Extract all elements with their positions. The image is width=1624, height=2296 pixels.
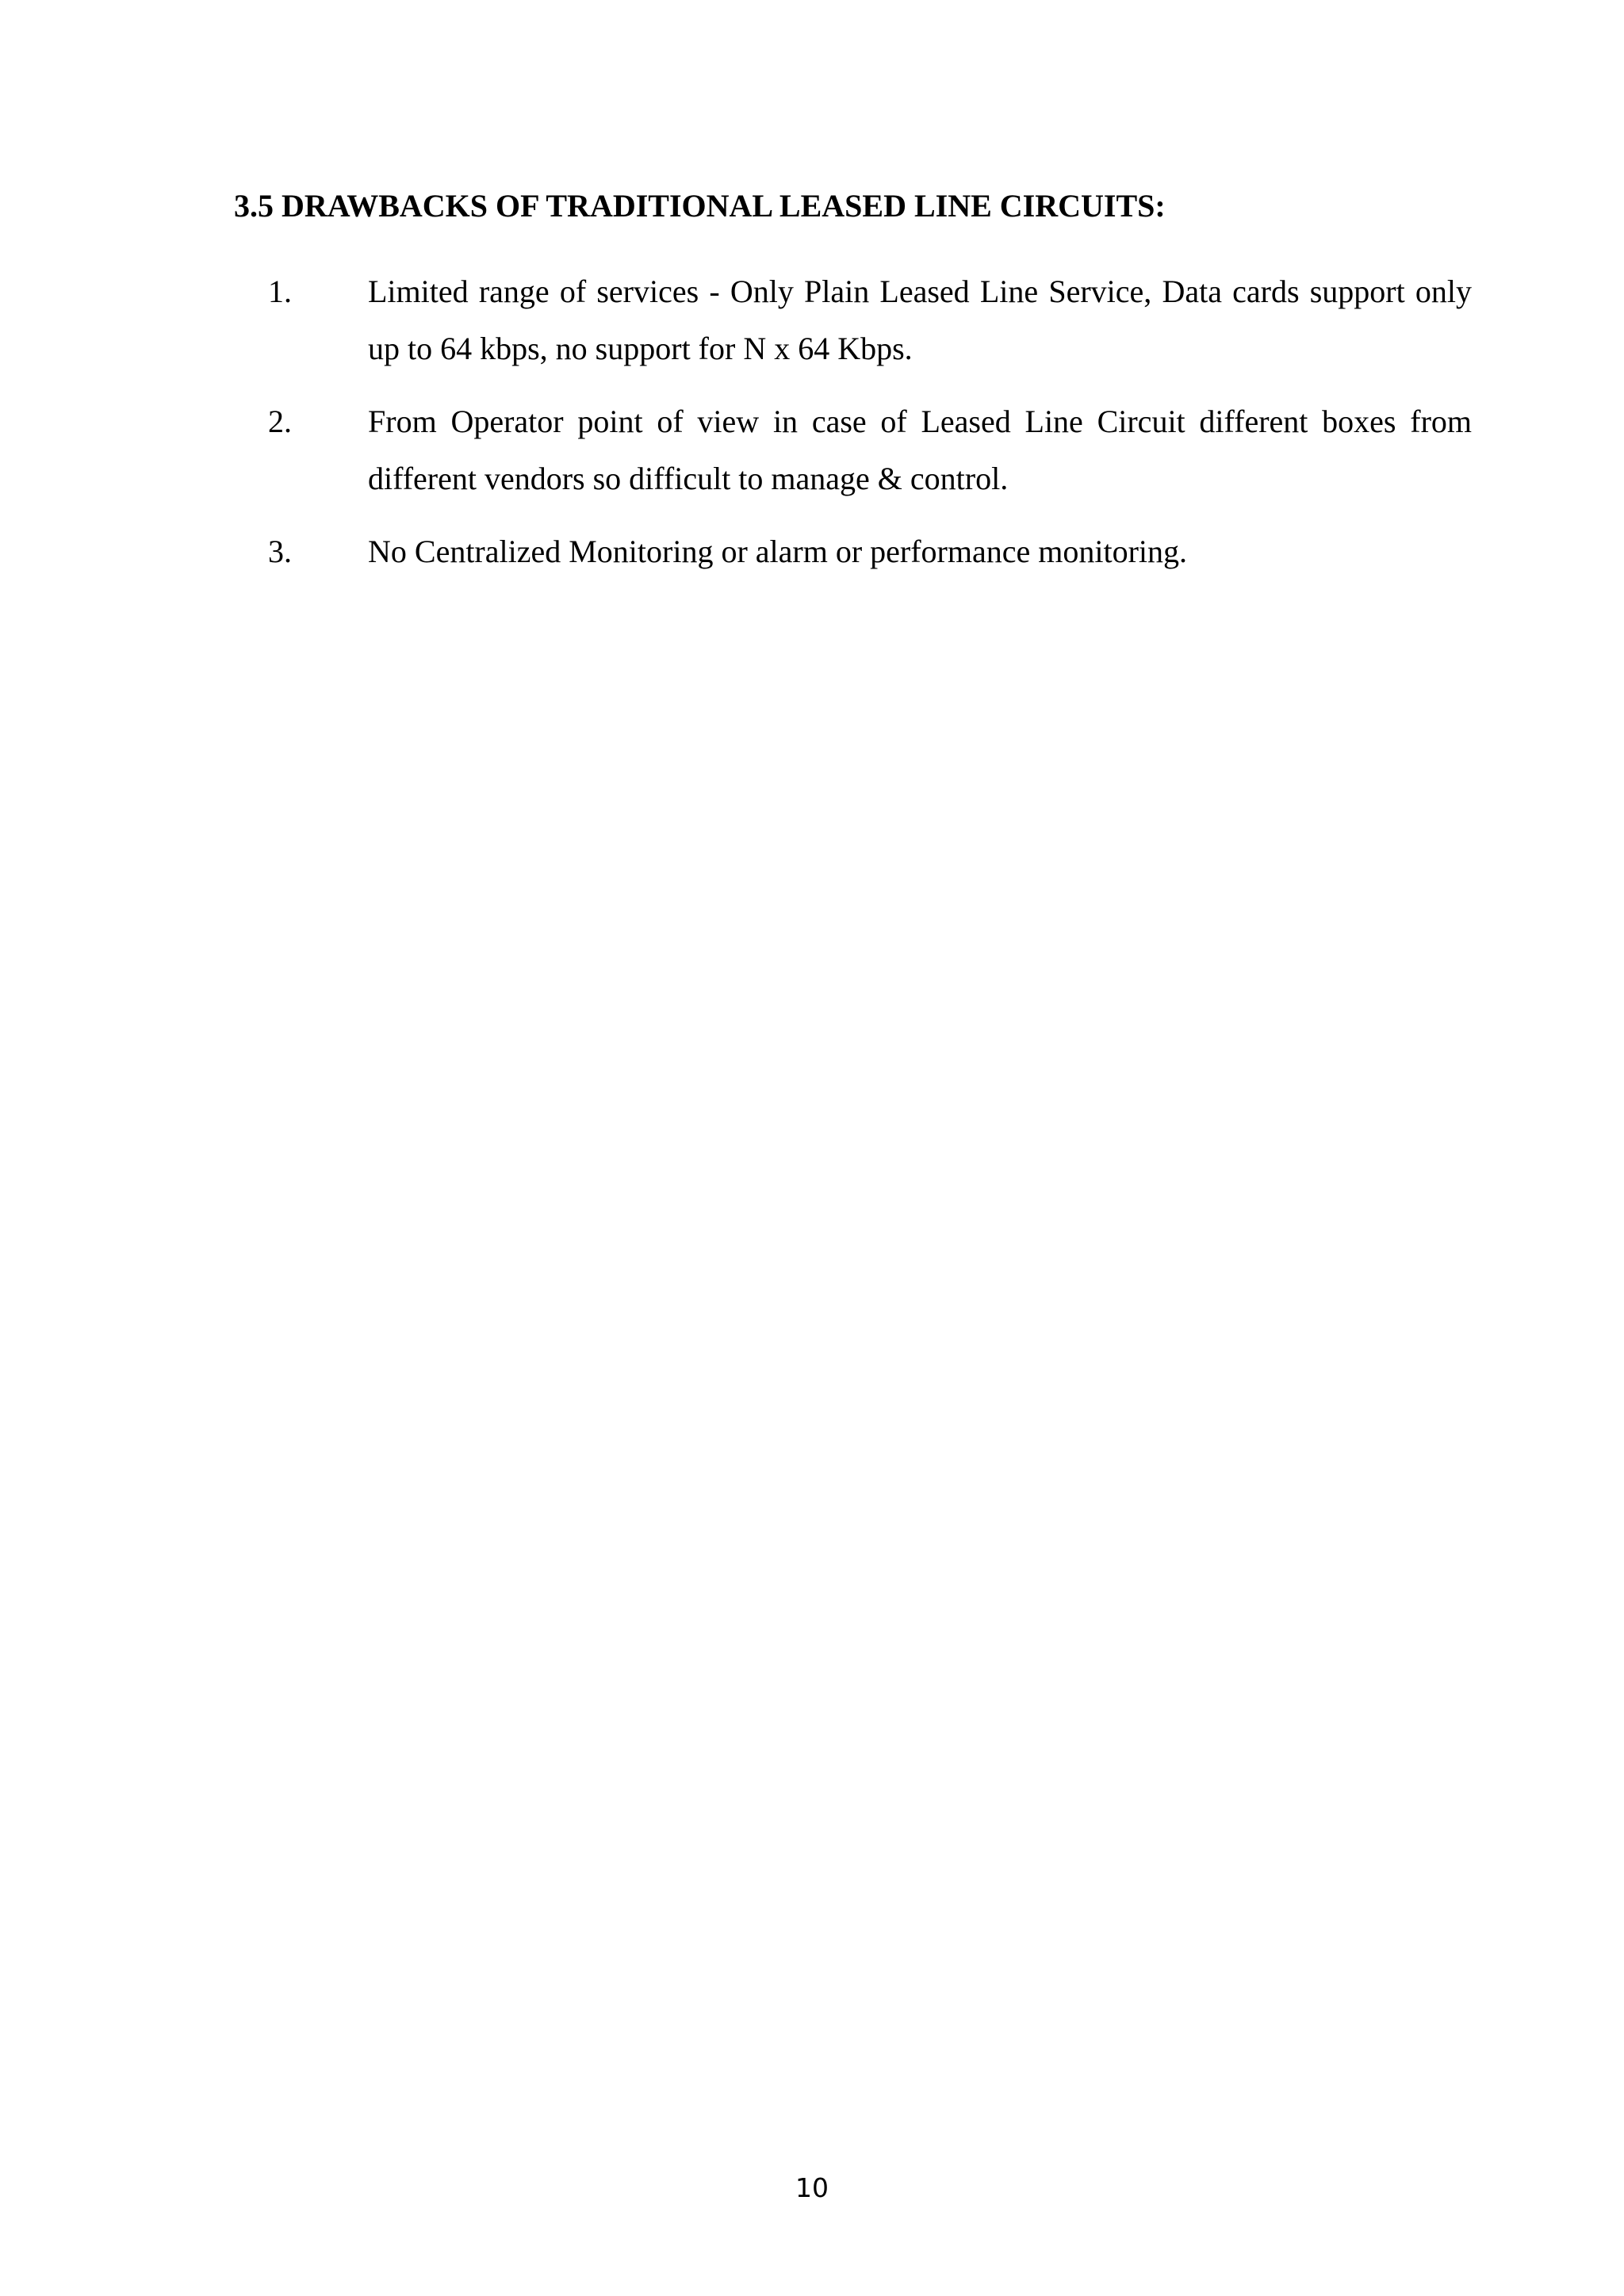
list-item-number: 1. [268,274,292,309]
list-item-number: 2. [268,404,292,439]
list-item-text: From Operator point of view in case of Leased Line Circuit different boxes from different vendors so difficult to manage & control. [368,404,1472,496]
list-item-number: 3. [268,534,292,569]
list-item-text: No Centralized Monitoring or alarm or performance monitoring. [368,534,1188,569]
page-number: 10 [795,2172,829,2203]
list-item-text: Limited range of services - Only Plain Leased Line Service, Data cards support only up to 64 kbps, no support for N x 64 Kbps. [368,274,1472,366]
section-heading: 3.5 DRAWBACKS OF TRADITIONAL LEASED LINE CIRCUITS: [234,188,1166,224]
